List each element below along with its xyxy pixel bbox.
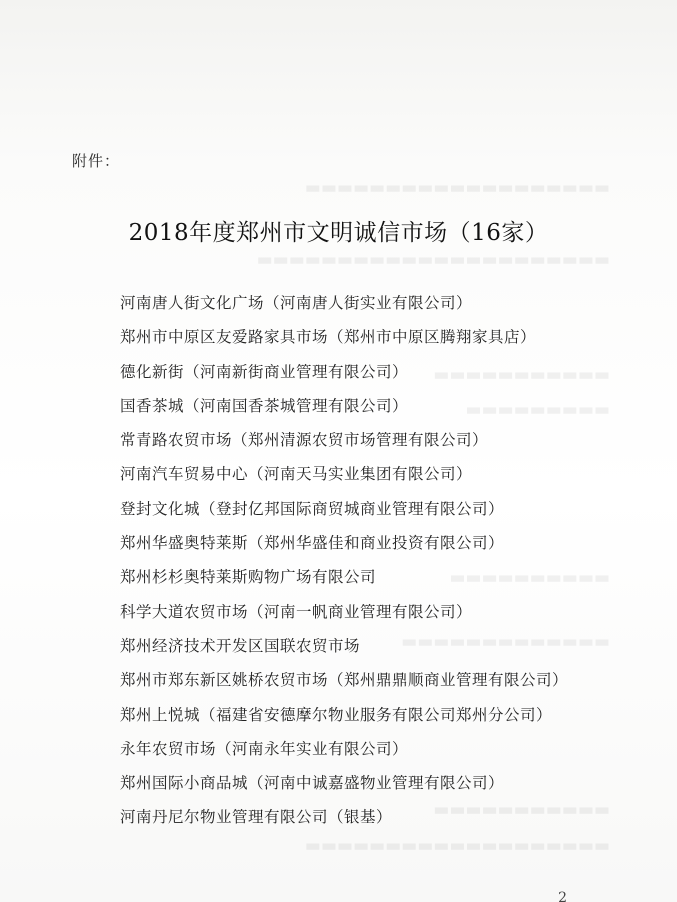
market-list <box>120 286 640 835</box>
list-item: 郑州经济技术开发区国联农贸市场 <box>120 636 361 655</box>
list-item: 郑州上悦城（福建省安德摩尔物业服务有限公司郑州分公司） <box>120 705 553 724</box>
bleed-through-shadow: ▬▬▬▬▬▬▬▬▬ <box>465 400 610 420</box>
list-item: 河南丹尼尔物业管理有限公司（银基） <box>120 808 393 827</box>
bleed-through-shadow: ▬▬▬▬▬▬▬▬▬▬▬ <box>433 800 610 820</box>
bleed-through-shadow: ▬▬▬▬▬▬▬▬▬▬ <box>449 568 610 588</box>
list-item: 德化新街（河南新街商业管理有限公司） <box>120 362 409 381</box>
annex-label: 附件： <box>72 152 121 170</box>
bleed-through-shadow: ▬▬▬▬▬▬▬▬▬▬▬ <box>433 365 610 385</box>
bleed-through-shadow: ▬▬▬▬▬▬▬▬▬▬▬▬▬ <box>401 632 610 652</box>
list-item: 郑州杉杉奥特莱斯购物广场有限公司 <box>120 568 377 587</box>
list-item: 国香茶城（河南国香茶城管理有限公司） <box>120 396 409 415</box>
list-item: 郑州市郑东新区姚桥农贸市场（郑州鼎鼎顺商业管理有限公司） <box>120 671 569 690</box>
list-item: 郑州国际小商品城（河南中诚嘉盛物业管理有限公司） <box>120 774 505 793</box>
list-item: 郑州华盛奥特莱斯（郑州华盛佳和商业投资有限公司） <box>120 534 505 553</box>
document-title: 2018年度郑州市文明诚信市场（16家） <box>128 220 549 246</box>
list-item: 永年农贸市场（河南永年实业有限公司） <box>120 739 409 758</box>
bleed-through-shadow: ▬▬▬▬▬▬▬▬▬▬▬▬▬▬▬▬▬▬▬ <box>304 178 610 198</box>
list-item: 登封文化城（登封亿邦国际商贸城商业管理有限公司） <box>120 499 505 518</box>
list-item: 常青路农贸市场（郑州清源农贸市场管理有限公司） <box>120 431 489 450</box>
list-item: 郑州市中原区友爱路家具市场（郑州市中原区腾翔家具店） <box>120 328 537 347</box>
page-number: 2 <box>558 890 567 902</box>
list-item: 河南汽车贸易中心（河南天马实业集团有限公司） <box>120 465 473 484</box>
bleed-through-shadow: ▬▬▬▬▬▬▬▬▬▬▬▬▬▬▬▬▬▬▬ <box>304 836 610 856</box>
list-item: 河南唐人街文化广场（河南唐人街实业有限公司） <box>120 294 473 312</box>
list-item: 科学大道农贸市场（河南一帆商业管理有限公司） <box>120 602 473 621</box>
bleed-through-shadow: ▬▬▬▬▬▬▬▬▬▬▬▬▬▬▬▬▬▬▬▬▬▬ <box>256 250 610 270</box>
